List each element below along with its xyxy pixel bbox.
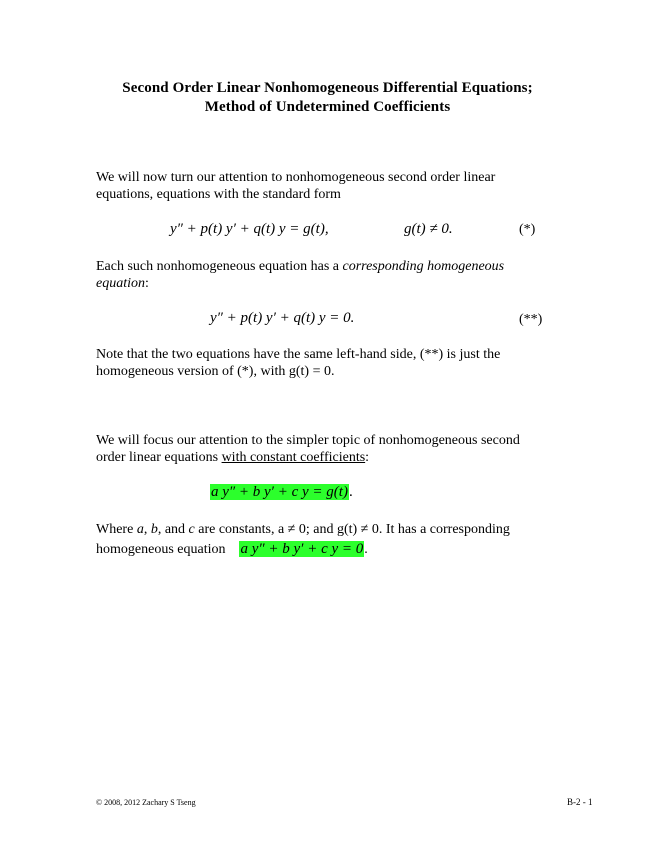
- where-homogeneous-equation: a y″ + b y′ + c y = 0: [240, 541, 364, 557]
- where-period: .: [364, 542, 368, 557]
- homog-intro-colon: :: [145, 276, 149, 291]
- where-cond-g: g(t) ≠ 0: [336, 522, 379, 537]
- footer-copyright: © 2008, 2012 Zachary S Tseng: [96, 798, 196, 807]
- equation-star: [170, 221, 329, 238]
- equation-constant-coefficients-text: a y″ + b y′ + c y = g(t): [211, 484, 348, 500]
- homog-intro-text: Each such nonhomogeneous equation has a: [96, 259, 343, 274]
- title-line-1: Second Order Linear Nonhomogeneous Differential Equations;: [122, 80, 533, 96]
- where-paragraph: [96, 521, 576, 558]
- note-line-1: Note that the two equations have the same left-hand side, (**) is just the: [96, 347, 501, 362]
- homogeneous-intro-paragraph: [96, 258, 566, 292]
- intro-line-1: We will now turn our attention to nonhomogeneous second order linear: [96, 170, 496, 185]
- focus-paragraph: [96, 432, 566, 466]
- where-homogeneous-label: homogeneous equation: [96, 542, 226, 557]
- equation-constant-coefficients-period: .: [348, 484, 353, 500]
- where-var-b: b: [150, 522, 158, 537]
- where-text-1: Where: [96, 522, 137, 537]
- where-sep-1: ,: [143, 522, 151, 537]
- homog-intro-italic-2: equation: [96, 276, 145, 291]
- where-sep-3: ; and: [305, 522, 337, 537]
- focus-line-2b: with constant coefficients: [221, 450, 366, 465]
- equation-star-tag: (*): [519, 222, 536, 237]
- focus-line-2a: order linear equations: [96, 450, 222, 465]
- note-line-2a: homogeneous version of (*), with: [96, 364, 289, 379]
- where-var-a: a: [136, 522, 144, 537]
- where-cond-a: a ≠ 0: [277, 522, 306, 537]
- where-sep-2: , and: [157, 522, 189, 537]
- focus-line-1: We will focus our attention to the simpler topic of nonhomogeneous second: [96, 433, 520, 448]
- note-paragraph: [96, 346, 566, 380]
- equation-double-star-tag: (**): [519, 312, 543, 327]
- equation-star-condition: [404, 221, 453, 238]
- homog-intro-italic-1: corresponding homogeneous: [342, 259, 505, 274]
- equation-star-cond: g(t) ≠ 0.: [404, 221, 453, 237]
- equation-constant-coefficients: [210, 484, 353, 501]
- where-var-c: c: [188, 522, 195, 537]
- where-text-2: are constants,: [194, 522, 278, 537]
- focus-line-2c: :: [365, 450, 370, 465]
- equation-double-star: [210, 310, 354, 327]
- title-line-2: Method of Undetermined Coefficients: [204, 99, 451, 115]
- intro-paragraph: [96, 169, 566, 203]
- equation-star-lhs: y″ + p(t) y′ + q(t) y = g(t),: [170, 221, 329, 237]
- note-line-2b: g(t) = 0.: [288, 364, 335, 379]
- where-text-3: . It has a corresponding: [378, 522, 510, 537]
- page-title: [0, 80, 655, 116]
- footer-page-number: B-2 - 1: [567, 797, 593, 807]
- intro-line-2: equations, equations with the standard form: [96, 187, 341, 202]
- equation-double-star-lhs: y″ + p(t) y′ + q(t) y = 0.: [210, 310, 355, 326]
